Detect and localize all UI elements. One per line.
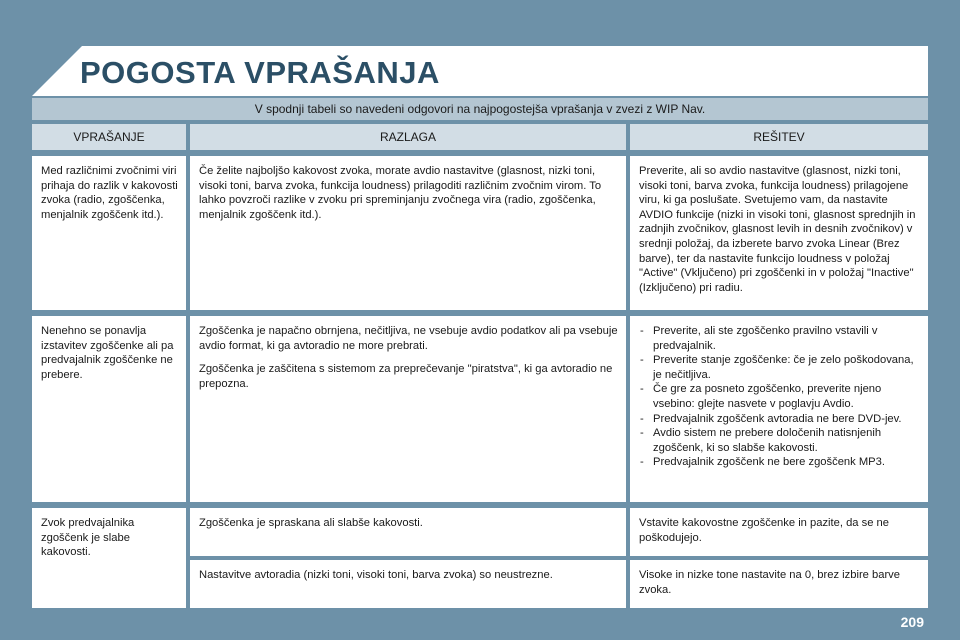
row2-solution-list: [639, 324, 920, 470]
list-item: - Preverite, ali ste zgoščenko pravilno vstavili v predvajalnik.: [639, 324, 920, 353]
row1-question-text: Med različnimi zvočnimi viri prihaja do razlik v kakovosti zvoka (radio, zgoščenka, menjalnik zgoščenk itd.).: [41, 165, 178, 221]
row3-solution-b: [630, 560, 928, 608]
row1-reason-paragraph: Če želite najboljšo kakovost zvoka, morate avdio nastavitve (glasnost, nizki toni, visoki toni, barva zvoka, funkcija loudness) prilagoditi različnim zvočnim virom. To lahko povzroči razlike v zvoku pri spreminjanju zvočnega vira (radio, zgoščenka, menjalnik zgoščenk itd.).: [199, 165, 602, 221]
row3-question-text: Zvok predvajalnika zgoščenk je slabe kakovosti.: [41, 517, 135, 559]
column-header-question: VPRAŠANJE: [32, 124, 186, 150]
row3-reason-b: [190, 560, 626, 608]
column-header-solution: REŠITEV: [630, 124, 928, 150]
row2-reason: [190, 316, 626, 502]
page-subtitle: V spodnji tabeli so navedeni odgovori na najpogostejša vprašanja v zvezi z WIP Nav.: [32, 98, 928, 120]
row3-question: [32, 508, 186, 608]
row3-solution-a-text: Vstavite kakovostne zgoščenke in pazite, da se ne poškodujejo.: [639, 517, 890, 544]
row3-solution-a: [630, 508, 928, 556]
row2-question: [32, 316, 186, 502]
row2-reason-paragraph-1: Zgoščenka je napačno obrnjena, nečitljiva, ne vsebuje avdio podatkov ali pa vsebuje avdio format, ki ga avtoradio ne more prebrati.: [199, 325, 618, 352]
row1-question: [32, 156, 186, 310]
row1-solution: [630, 156, 928, 310]
list-item: - Če gre za posneto zgoščenko, preverite njeno vsebino: glejte nasvete v poglavju Avdio.: [639, 382, 920, 411]
row3-reason-a: [190, 508, 626, 556]
list-item: - Preverite stanje zgoščenke: če je zelo poškodovana, je nečitljiva.: [639, 353, 920, 382]
list-item: - Avdio sistem ne prebere določenih natisnjenih zgoščenk, ki so slabše kakovosti.: [639, 426, 920, 455]
list-item: - Predvajalnik zgoščenk avtoradia ne bere DVD-jev.: [639, 412, 920, 427]
row3-solution-b-text: Visoke in nizke tone nastavite na 0, brez izbire barve zvoka.: [639, 569, 900, 596]
column-header-reason: RAZLAGA: [190, 124, 626, 150]
row2-solution: [630, 316, 928, 502]
page-title: POGOSTA VPRAŠANJA: [80, 55, 440, 90]
row1-solution-text: Preverite, ali so avdio nastavitve (glasnost, nizki toni, visoki toni, barva zvoka, funkcija loudness) prilagojene viru, ki ga poslušate. Svetujemo vam, da nastavite AVDIO funkcije (nizki in visoki toni, glasnost sprednjih in zadnjih zvočnikov, glasnost levih in desnih zvočnikov) v srednji položaj, da izberete barvo zvoka Linear (Brez barve), ter da nastavite funkcijo loudness v položaj "Active" (Vključeno) pri zgoščenki in v položaj "Inactive" (Izključeno) pri radiu.: [639, 165, 916, 294]
row3-reason-b-text: Nastavitve avtoradia (nizki toni, visoki toni, barva zvoka) so neustrezne.: [199, 569, 553, 581]
list-item: - Predvajalnik zgoščenk ne bere zgoščenk MP3.: [639, 455, 920, 470]
row2-question-text: Nenehno se ponavlja izstavitev zgoščenke ali pa predvajalnik zgoščenke ne prebere.: [41, 325, 174, 381]
page-number: 209: [900, 614, 924, 630]
row3-reason-a-text: Zgoščenka je spraskana ali slabše kakovosti.: [199, 517, 423, 529]
row2-reason-paragraph-2: Zgoščenka je zaščitena s sistemom za preprečevanje "piratstva", ki ga avtoradio ne prepozna.: [199, 363, 613, 390]
row1-reason: [190, 156, 626, 310]
